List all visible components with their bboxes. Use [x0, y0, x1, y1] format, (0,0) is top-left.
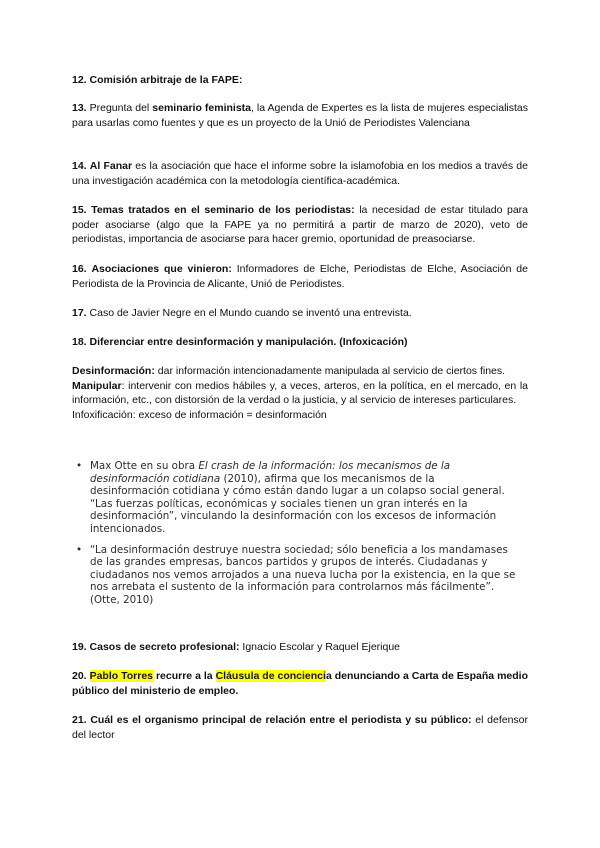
item-number: 19. [72, 641, 87, 653]
bullet-icon: • [76, 460, 83, 472]
item-19 [72, 640, 528, 655]
item-title: Comisión arbitraje de la FAPE: [89, 74, 243, 86]
item-number: 16. [72, 263, 87, 275]
item-number: 12. [72, 74, 87, 86]
item-text: Informadores de Elche, Periodistas de Elche, Asociación de Periodista de la Provincia de Alicante, Unió de Periodistes. [72, 263, 528, 290]
item-16 [72, 262, 528, 291]
item-keyword: Cuál es el organismo principal de relación entre el periodista y su público: [90, 714, 472, 726]
highlighted-name: Pablo Torres [89, 670, 153, 682]
item-text: el defensor del lector [72, 714, 529, 741]
item-12 [72, 73, 528, 88]
item-keyword: Asociaciones que vinieron: [91, 263, 232, 275]
item-number: 20. [72, 670, 87, 682]
quote-text: “La desinformación destruye nuestra sociedad; sólo beneficia a los mandamases de las grandes empresas, bancos partidos y grupos de interés. Ciudadanas y ciudadanos nos vemos arrojados a una nueva lucha por la existencia, en la que se nos arrebata el sustento de la información para controlarnos más fácilmente”. (Otte, 2010) [90, 543, 516, 606]
item-text: recurre a la [155, 670, 213, 682]
quote-screenshot [76, 460, 516, 606]
item-title: Diferenciar entre desinformación y manipulación. (Infoxicación) [89, 336, 408, 348]
item-text: , la Agenda de Expertes es la lista de mujeres especialistas para usarlas como fuentes y que es un proyecto de la Unió de Periodistes Valenciana [72, 102, 528, 129]
item-text: Pregunta del [89, 102, 150, 114]
item-18-heading [72, 335, 528, 350]
item-number: 21. [72, 714, 87, 726]
item-keyword: Al Fanar [89, 160, 133, 172]
item-text: Ignacio Escolar y Raquel Ejerique [242, 641, 401, 653]
item-text: es la asociación que hace el informe sobre la islamofobia en los medios a través de una investigación académica con la metodología científica-académica. [72, 160, 528, 187]
item-text: a denunciando a Carta de España medio público del ministerio de empleo. [72, 670, 529, 697]
term-label: Manipular [72, 379, 122, 392]
item-number: 14. [72, 160, 87, 172]
item-18-definitions [72, 364, 528, 422]
item-21 [72, 713, 528, 742]
item-17 [72, 306, 528, 321]
quote-text: Max Otte en su obra [90, 460, 196, 472]
item-15 [72, 203, 528, 247]
definition-manipular [72, 379, 528, 408]
item-text: Caso de Javier Negre en el Mundo cuando se inventó una entrevista. [89, 307, 412, 319]
item-13 [72, 101, 528, 130]
term-label: Desinformación: [72, 365, 155, 377]
item-number: 13. [72, 102, 87, 114]
definition-infoxicacion: Infoxificación: exceso de información = desinformación [72, 408, 327, 421]
item-keyword: Temas tratados en el seminario de los periodistas: [91, 204, 355, 216]
item-number: 17. [72, 307, 87, 319]
bullet-icon: • [76, 543, 83, 556]
item-keyword: seminario feminista [152, 102, 251, 114]
item-text: la necesidad de estar titulado para poder asociarse (algo que la FAPE ya no permitirá a partir de marzo de 2020), veto de periodistas, importancia de asociarse para hacer gremio, oportunidad de preasociarse. [72, 204, 529, 245]
item-14 [72, 159, 528, 188]
book-title: El crash de la información: los mecanismos de la desinformación cotidiana [90, 460, 451, 485]
term-definition: dar información intencionadamente manipulada al servicio de ciertos fines. [157, 365, 506, 377]
highlighted-term: Cláusula de concienci [215, 670, 326, 682]
quote-text: (2010), afirma que los mecanismos de la desinformación cotidiana y cómo están dando lugar a un colapso social general. “Las fuerzas políticas, económicas y sociales tienen un gran interés en la desinformación”, vinculando la desinformación con los excesos de información intencionados. [90, 472, 505, 535]
quote-bullet [76, 460, 516, 536]
definition-desinformacion [72, 364, 528, 379]
term-definition: : intervenir con medios hábiles y, a veces, arteros, en la política, en el mercado, en la información, etc., con distorsión de la verdad o la justicia, y al servicio de intereses particulares. [72, 379, 528, 406]
item-keyword: Casos de secreto profesional: [89, 641, 240, 653]
quote-bullet [76, 544, 516, 607]
item-number: 15. [72, 204, 87, 216]
item-20 [72, 669, 528, 698]
item-number: 18. [72, 336, 87, 348]
